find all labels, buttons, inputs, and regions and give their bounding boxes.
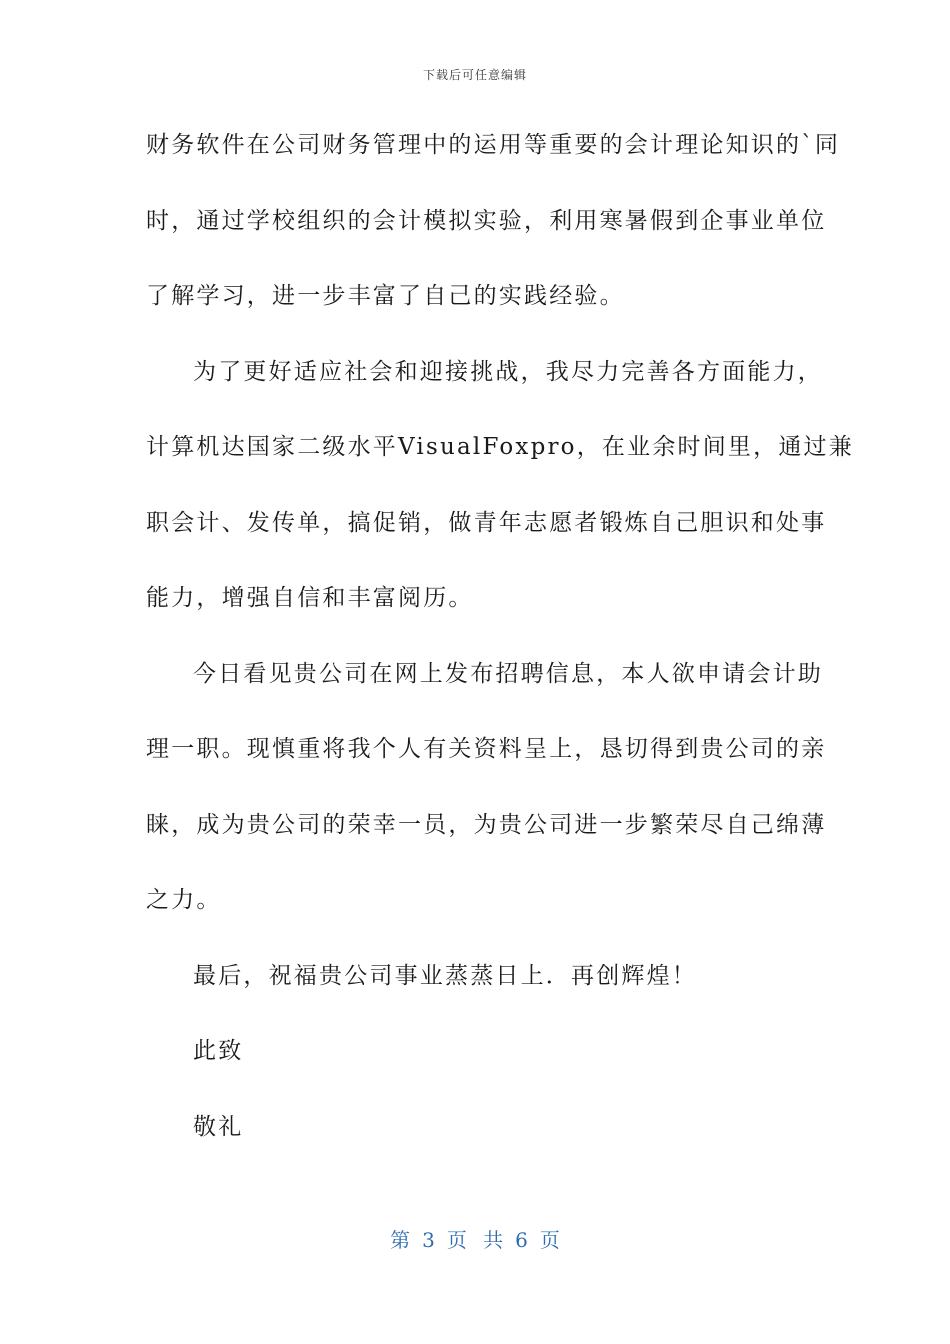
header-note: 下载后可任意编辑 bbox=[422, 68, 527, 82]
page-footer bbox=[0, 1224, 950, 1253]
closing-wish-line: 最后，祝福贵公司事业蒸蒸日上．再创辉煌！ bbox=[193, 962, 697, 989]
text-line: 了解学习，进一步丰富了自己的实践经验。 bbox=[146, 283, 625, 309]
current-page-number: 3 bbox=[422, 1228, 435, 1252]
text-line: 能力，增强自信和丰富阅历。 bbox=[146, 585, 474, 611]
text-line: 计算机达国家二级水平VisualFoxpro，在业余时间里，通过兼 bbox=[146, 434, 854, 460]
page-label-mid: 页 共 bbox=[446, 1228, 504, 1252]
letter-body bbox=[146, 124, 854, 1181]
total-pages-number: 6 bbox=[515, 1228, 528, 1252]
text-line: 理一职。现慎重将我个人有关资料呈上，恳切得到贵公司的亲 bbox=[146, 736, 827, 762]
text-line: 职会计、发传单，搞促销，做青年志愿者锻炼自己胆识和处事 bbox=[146, 509, 827, 536]
paragraph-start-line: 为了更好适应社会和迎接挑战，我尽力完善各方面能力， bbox=[193, 358, 823, 385]
text-line: 财务软件在公司财务管理中的运用等重要的会计理论知识的`同 bbox=[146, 132, 841, 158]
salutation-line: 敬礼 bbox=[193, 1113, 244, 1140]
text-line: 时，通过学校组织的会计模拟实验，利用寒暑假到企事业单位 bbox=[146, 207, 827, 234]
salutation-line: 此致 bbox=[193, 1038, 244, 1064]
text-line: 睐，成为贵公司的荣幸一员，为贵公司进一步繁荣尽自己绵薄 bbox=[146, 811, 827, 838]
page-label-suffix: 页 bbox=[539, 1228, 560, 1252]
page-label-prefix: 第 bbox=[390, 1228, 411, 1252]
text-line: 之力。 bbox=[146, 887, 222, 913]
paragraph-start-line: 今日看见贵公司在网上发布招聘信息，本人欲申请会计助 bbox=[193, 660, 823, 687]
